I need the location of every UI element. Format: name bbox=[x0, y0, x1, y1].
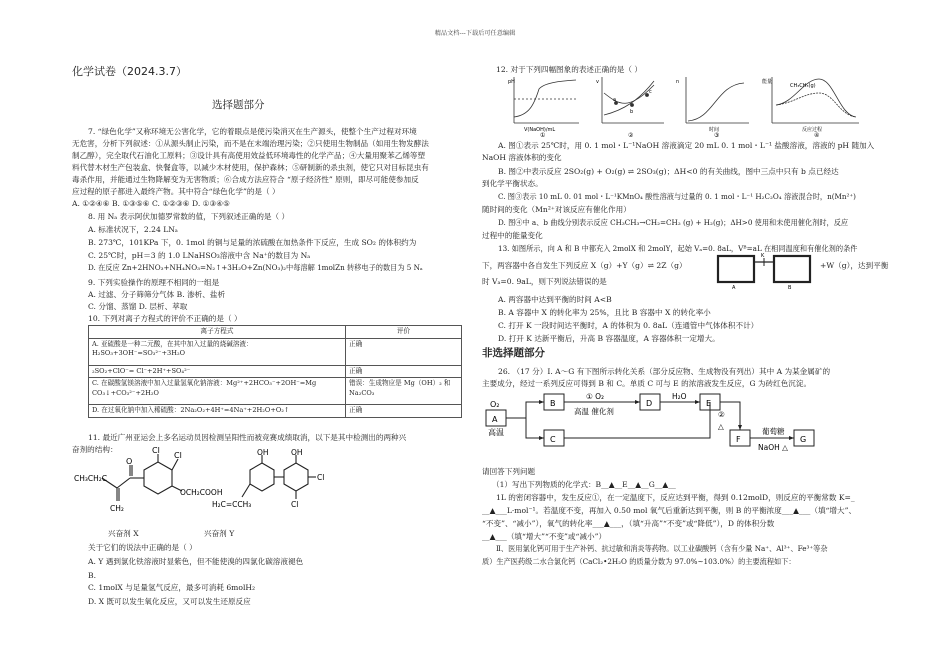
graph-1 bbox=[514, 77, 579, 123]
q9-option: A. 过滤、分子筛筛分气体 B. 渗析、盐析 bbox=[88, 290, 226, 299]
table-row bbox=[89, 365, 462, 378]
benzene-ring-y2 bbox=[284, 463, 308, 491]
q26-part2: Ⅱ、医用氯化钙可用于生产补钙、抗过敏和消炎等药物。以工业碳酸钙（含有少量 Na⁺、Al³⁺、Fe³⁺等杂 bbox=[496, 544, 828, 553]
q13-option: A. 两容器中达到平衡的时间 A<B bbox=[498, 295, 612, 304]
chlorine-atom-label: Cl bbox=[174, 451, 182, 460]
bond bbox=[242, 484, 250, 497]
flow-node-label: A bbox=[492, 415, 498, 424]
q8-option: C. 25℃时，pH＝3 的 1.0 LNaHSO₃溶液中含 Na⁺的数目为 Nₐ bbox=[88, 251, 311, 260]
q7-line: 应过程的原子都进入最终产物。其中符合“绿色化学”的是（ ） bbox=[72, 187, 280, 196]
flow-node-label: B bbox=[550, 399, 556, 408]
point-label: b bbox=[630, 109, 634, 115]
q12-stem: 12. 对于下列四幅图象的表述正确的是（ ） bbox=[496, 65, 642, 74]
q8-stem: 8. 用 Nₐ 表示阿伏加德罗常数的值，下列叙述正确的是（ ） bbox=[88, 212, 290, 221]
table-header: 离子方程式 bbox=[89, 326, 346, 339]
table-cell: C. 在碳酸氢镁溶液中加入过量氢氧化钠溶液：Mg²⁺+2HCO₃⁻+2OH⁻=Mg CO₃↓+CO₃²⁻+2H₂O bbox=[89, 378, 346, 405]
q12-option: A. 图①表示 25℃时，用 0. 1 mol・L⁻¹NaOH 溶液滴定 20 mL 0. 1 mol・L⁻¹ 盐酸溶液，溶液的 pH 随加入 bbox=[498, 141, 875, 150]
graph-2 bbox=[602, 77, 664, 123]
q8-option: B. 273℃，101KPa 下，0. 1mol 的铜与足量的浓硫酸在加热条件下反应，生成 SO₂ 的体积约为 bbox=[88, 238, 417, 247]
chlorine-atom-label: Cl bbox=[291, 500, 299, 509]
flow-node-label: C bbox=[550, 435, 556, 444]
page-header: 精品文档---下载后可任意编辑 bbox=[434, 30, 516, 37]
graph-3 bbox=[686, 77, 749, 123]
axis-label: V(NaOH)/mL bbox=[524, 127, 556, 133]
benzene-ring-x bbox=[144, 462, 172, 494]
q13-stem: 下，两容器中各自发生下列反应 X（g）+Y（g）⇌ 2Z（g） bbox=[482, 261, 687, 270]
container-b bbox=[774, 256, 810, 282]
q12-option: 到化学平衡状态。 bbox=[482, 179, 543, 188]
table-row bbox=[89, 338, 462, 365]
q10-stem: 10. 下列对离子方程式的评价不正确的是（ ） bbox=[88, 314, 242, 323]
q11-option: A. Y 遇到氯化铁溶液时显紫色，但不能使溴的四氯化碳溶液褪色 bbox=[88, 557, 304, 566]
container-a bbox=[718, 256, 754, 282]
substituent-label: H₂C=CCH₃ bbox=[212, 500, 252, 509]
substituent-label: CH₂ bbox=[110, 504, 124, 513]
hydroxyl-label: OH bbox=[257, 448, 269, 457]
section-nonchoice-title: 非选择题部分 bbox=[482, 347, 545, 359]
flow-node-label: D bbox=[646, 399, 653, 408]
q13-stem-cont: +W（g），达到平衡 bbox=[820, 261, 889, 270]
q26-subquestion: 1L 的密闭容器中，发生反应①，在一定温度下，反应达到平衡，得到 0.12molD，则反应的平衡常数 K=_ bbox=[496, 493, 855, 502]
q13-option: B. A 容器中 X 的转化率为 25%，且比 B 容器中 X 的转化率小 bbox=[498, 308, 711, 317]
bond bbox=[172, 459, 178, 470]
section-choice-title: 选择题部分 bbox=[212, 99, 265, 111]
q7-line: 料代替木材生产包装盒、快餐盒等，以减少木材使用，保护森林；⑤研制新的杀虫剂，使它只对目标昆虫有 bbox=[72, 163, 429, 172]
ion-equation-table bbox=[88, 325, 462, 418]
flow-node-label: G bbox=[800, 435, 807, 444]
arrowhead bbox=[695, 400, 700, 404]
q9-stem: 9. 下列实验操作的原理不相同的一组是 bbox=[88, 278, 220, 287]
benzene-ring-y1 bbox=[250, 463, 274, 491]
q8-option: D. 在反应 Zn+2HNO₃+NH₄NO₃=N₂↑+3H₂O+Zn(NO₃)₂中每溶解 1molZn 转移电子的数目为 5 Nₐ bbox=[88, 263, 423, 272]
q7-line: 无危害，分析下列叙述：①从源头制止污染，而不是在末端治理污染；②只使用生物制品（如用生物发酵法 bbox=[72, 139, 429, 148]
container-label: B bbox=[788, 285, 792, 291]
table-cell: 正确 bbox=[346, 338, 462, 365]
container-label: A bbox=[732, 285, 736, 291]
q11-stem: 11. 最近广州亚运会上多名运动员因检测呈阳性而被竞赛成绩取消，以下是其中检测出的两种兴 bbox=[88, 433, 407, 442]
oxygen-atom-label: O bbox=[126, 457, 133, 466]
table-cell: ₂SO₂+ClO⁻= Cl⁻+2H⁺+SO₄²⁻ bbox=[89, 365, 346, 378]
exam-title: 化学试卷（2024.3.7） bbox=[72, 65, 187, 78]
substituent-label: OCH₂COOH bbox=[180, 488, 223, 497]
axis-label: 时间 bbox=[709, 127, 720, 133]
table-row bbox=[89, 405, 462, 418]
q13-option: D. 打开 K 达新平衡后，升高 B 容器温度，A 容器体积一定增大。 bbox=[498, 334, 720, 343]
q26-part2: 质）生产医药级二水合氯化钙（CaCl₂•2H₂O 的质量分数为 97.0%~103.0%）的主要流程如下： bbox=[482, 557, 796, 566]
flow-text: H₂O bbox=[672, 392, 687, 401]
table-row bbox=[89, 378, 462, 405]
table-cell: 错误：生成物应是 Mg（OH）₂ 和 Na₂CO₃ bbox=[346, 378, 462, 405]
q13-stem: 13. 如图所示，向 A 和 B 中都充入 2molX 和 2molY，起始 Vₐ=0. 8aL，Vᴮ=aL 在相同温度和有催化剂的条件 bbox=[498, 244, 858, 253]
chlorine-atom-label: Cl bbox=[317, 473, 325, 482]
struct-y-label: 兴奋剂 Y bbox=[204, 529, 235, 538]
arrowhead bbox=[738, 425, 742, 430]
point-b bbox=[631, 104, 634, 107]
axis-label: 能量 bbox=[762, 79, 773, 85]
graph-label: ② bbox=[628, 132, 634, 139]
arrow-a-c bbox=[526, 418, 544, 438]
chlorine-atom-label: Cl bbox=[152, 446, 160, 455]
q12-option: NaOH 溶液体积的变化 bbox=[482, 153, 562, 162]
table-cell: A. 亚硫酸是一种二元酸，在其中加入过量的烧碱溶液：H₂SO₃+3OH⁻=SO₃²⁻+3H₂O bbox=[89, 338, 346, 365]
table-cell: 正确 bbox=[346, 405, 462, 418]
q12-option: 过程中的能量变化 bbox=[482, 231, 543, 240]
q26-subquestion: （1）写出下列物质的化学式：B__▲__E__▲__G__▲__ bbox=[492, 480, 676, 489]
q26-stem: 主要成分，经过一系列反应可得到 B 和 C。单质 C 可与 E 的浓溶液发生反应，G 为砖红色沉淀。 bbox=[482, 379, 812, 388]
struct-x-label: 兴奋剂 X bbox=[108, 529, 139, 538]
flow-text: O₂ bbox=[490, 400, 500, 409]
q11-question: 关于它们的说法中正确的是（ ） bbox=[88, 543, 197, 552]
q12-option: D. 图④中 a、b 曲线分别表示反应 CH₃CH₃→CH₂=CH₂ (g) + H₂(g)；ΔH>0 使用和未使用催化剂时，反应 bbox=[498, 218, 849, 227]
axis-label: 反应过程 bbox=[802, 127, 823, 133]
curve-label: CH₃CH₃(g) bbox=[790, 83, 816, 89]
q11-option: C. 1molX 与足量氢气反应，最多可消耗 6molH₂ bbox=[88, 583, 256, 592]
graph-label: ④ bbox=[814, 132, 820, 139]
hydroxyl-label: OH bbox=[291, 448, 303, 457]
flow-text: 葡萄糖 bbox=[762, 427, 785, 436]
axis-label: v bbox=[596, 79, 599, 85]
q26-instruction: 请回答下列问题 bbox=[482, 467, 536, 476]
titration-curve bbox=[514, 80, 576, 117]
v-reverse-curve bbox=[604, 81, 654, 115]
q7-line: 7. “绿色化学”又称环境无公害化学，它的着眼点是使污染消灭在生产源头，使整个生产过程对环境 bbox=[88, 127, 417, 136]
flow-text: ① O₂ bbox=[586, 392, 605, 401]
q11-option: D. X 既可以发生氧化反应，又可以发生还原反应 bbox=[88, 597, 251, 606]
q9-option: C. 分馏、蒸馏 D. 层析、萃取 bbox=[88, 302, 188, 311]
energy-curve-b bbox=[776, 93, 856, 117]
q12-option: B. 图②中表示反应 2SO₂(g) + O₂(g) ⇌ 2SO₃(g)；ΔH<0 的有关曲线，图中三点中只有 b 点已经达 bbox=[498, 167, 839, 176]
flow-text: 高温 催化剂 bbox=[574, 407, 614, 416]
q7-line: 制乙醇），完全取代石油化工原料；③设计具有高使用效益低环境毒性的化学产品；④大量用聚苯乙烯等塑 bbox=[72, 151, 426, 160]
table-cell: 正确 bbox=[346, 365, 462, 378]
table-header: 评价 bbox=[346, 326, 462, 339]
axis-label: n bbox=[676, 79, 680, 85]
arrowhead bbox=[539, 400, 544, 404]
arrow-a-b bbox=[506, 402, 544, 418]
substituent-label: CH₃CH₂C bbox=[74, 474, 108, 483]
q8-option: A. 标准状况下，2.24 LNₐ bbox=[88, 225, 178, 234]
q11-option: B. bbox=[88, 571, 96, 580]
graph-label: ① bbox=[540, 132, 546, 139]
q7-line: 毒杀作用，并能通过生物降解变为无害物质；⑥合成方法应符合 “原子经济性” 原则，即尽可能使参加反 bbox=[72, 175, 419, 184]
table-cell: D. 在过氧化钠中加入稀硫酸：2Na₂O₂+4H⁺=4Na⁺+2H₂O+O₂↑ bbox=[89, 405, 346, 418]
axis-label: pH bbox=[508, 79, 515, 85]
stimulant-x-structure bbox=[102, 454, 182, 501]
q12-option: C. 图③表示 10 mL 0. 01 mol・L⁻¹KMnO₄ 酸性溶液与过量的 0. 1 mol・L⁻¹ H₂C₂O₄ 溶液混合时，n(Mn²⁺) bbox=[498, 192, 856, 201]
q13-stem-cont: 时 Vₐ=0. 9aL，则下列说法错误的是 bbox=[482, 277, 607, 286]
valve-label: K bbox=[761, 253, 765, 259]
q26-stem: 26. （17 分）Ⅰ. A～G 有下图所示转化关系（部分反应物、生成物没有列出）其中 A 为某金属矿的 bbox=[498, 367, 831, 376]
flow-text: ② bbox=[718, 410, 725, 419]
q13-option: C. 打开 K 一段时间达平衡时，A 的体积为 0. 8aL（连通管中气体体积不计） bbox=[498, 321, 759, 330]
graph-label: ③ bbox=[714, 132, 720, 139]
q12-graphs bbox=[504, 75, 874, 137]
arrowhead bbox=[539, 436, 544, 440]
stimulant-y-structure bbox=[242, 455, 316, 499]
arrowhead bbox=[789, 436, 794, 440]
flow-text: NaOH △ bbox=[758, 443, 788, 452]
flow-node-label: E bbox=[706, 399, 712, 408]
q7-options: A. ①②④⑥ B. ①③⑤⑥ C. ①②③⑥ D. ①③④⑤ bbox=[72, 199, 230, 208]
flow-text: 高温 bbox=[488, 428, 504, 437]
transformation-flowchart bbox=[482, 390, 862, 462]
arrowhead bbox=[635, 400, 640, 404]
q11-stem-2: 奋剂的结构： bbox=[72, 445, 118, 454]
point-label: c bbox=[649, 89, 652, 95]
q12-option: 随时间的变化（Mn²⁺对该反应有催化作用） bbox=[482, 205, 631, 214]
bond bbox=[117, 478, 130, 488]
q26-subquestion: __▲___L·mol⁻¹。若温度不变，再加入 0.50 mol 氧气后重新达到平衡，则 B 的平衡浓度___▲___（填“增大”、 bbox=[482, 506, 857, 515]
flow-text: △ bbox=[718, 422, 724, 431]
mn-ion-curve bbox=[688, 83, 744, 121]
q26-subquestion: “不变”、“减小”），氧气的转化率___▲___，（填“升高”“不变”或“降低”），D 的体积分数 bbox=[482, 519, 775, 528]
q26-subquestion: __▲___（填“增大”“不变”或“减小”） bbox=[482, 532, 607, 541]
point-label: a bbox=[613, 97, 617, 103]
flow-node-label: F bbox=[736, 435, 741, 444]
container-diagram bbox=[714, 252, 814, 290]
